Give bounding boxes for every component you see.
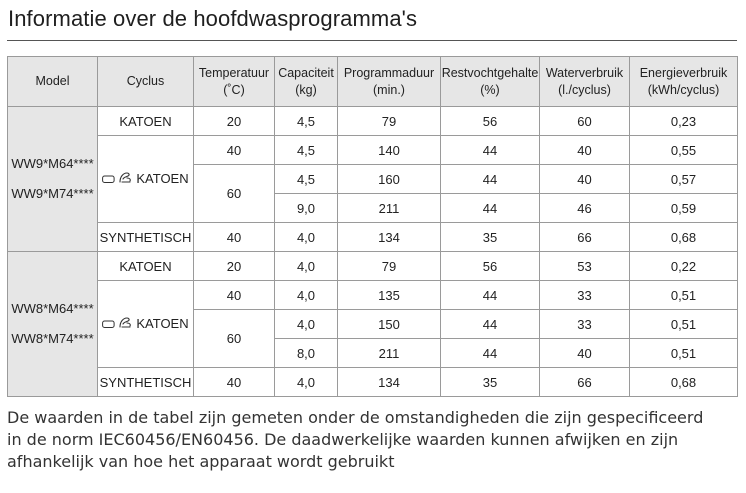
footnote-line: De waarden in de tabel zijn gemeten onder de omstandigheden die zijn gespecificeerd — [7, 408, 704, 427]
temp-cell: 40 — [194, 281, 275, 310]
energy-cell: 0,51 — [630, 281, 738, 310]
duration-cell: 160 — [338, 165, 441, 194]
cap-cell: 4,0 — [275, 223, 338, 252]
rest-cell: 44 — [441, 281, 540, 310]
rest-cell: 44 — [441, 310, 540, 339]
water-cell: 33 — [540, 310, 630, 339]
temp-cell: 60 — [194, 310, 275, 368]
water-cell: 46 — [540, 194, 630, 223]
duration-cell: 134 — [338, 223, 441, 252]
cycle-eco-katoen: KATOEN — [98, 281, 194, 368]
rest-cell: 44 — [441, 136, 540, 165]
eco-hand-icon — [118, 316, 133, 332]
duration-cell: 211 — [338, 339, 441, 368]
duration-cell: 140 — [338, 136, 441, 165]
footnote — [7, 407, 739, 473]
page-title: Informatie over de hoofdwasprogramma's — [8, 6, 418, 31]
temp-cell: 20 — [194, 107, 275, 136]
table-row — [8, 281, 738, 310]
table-row — [8, 136, 738, 165]
header-waterverbruik: Waterverbruik (l./cyclus) — [540, 57, 630, 107]
cap-cell: 4,0 — [275, 281, 338, 310]
cap-cell: 9,0 — [275, 194, 338, 223]
energy-cell: 0,22 — [630, 252, 738, 281]
footnote-line: afhankelijk van hoe het apparaat wordt gebruikt — [7, 452, 395, 471]
duration-cell: 79 — [338, 107, 441, 136]
water-cell: 40 — [540, 339, 630, 368]
rest-cell: 35 — [441, 368, 540, 397]
duration-cell: 134 — [338, 368, 441, 397]
water-cell: 60 — [540, 107, 630, 136]
energy-cell: 0,51 — [630, 310, 738, 339]
footnote-line: in de norm IEC60456/EN60456. De daadwerkelijke waarden kunnen afwijken en zijn — [7, 430, 679, 449]
cap-cell: 4,5 — [275, 165, 338, 194]
temp-cell: 40 — [194, 223, 275, 252]
eco-hand-icon — [118, 171, 133, 187]
temp-cell: 40 — [194, 136, 275, 165]
cycle-synthetisch: SYNTHETISCH — [98, 223, 194, 252]
cap-cell: 8,0 — [275, 339, 338, 368]
eco-tray-icon — [102, 317, 115, 332]
table-row — [8, 368, 738, 397]
header-cyclus: Cyclus — [98, 57, 194, 107]
header-restvochtgehalte: Restvochtgehalte (%) — [441, 57, 540, 107]
energy-cell: 0,51 — [630, 339, 738, 368]
water-cell: 53 — [540, 252, 630, 281]
temp-cell: 20 — [194, 252, 275, 281]
cap-cell: 4,5 — [275, 107, 338, 136]
temp-cell: 60 — [194, 165, 275, 223]
cycle-katoen: KATOEN — [98, 107, 194, 136]
energy-cell: 0,23 — [630, 107, 738, 136]
rest-cell: 44 — [441, 194, 540, 223]
energy-cell: 0,57 — [630, 165, 738, 194]
model-cell: WW9*M64**** WW9*M74**** — [8, 107, 98, 252]
duration-cell: 150 — [338, 310, 441, 339]
energy-cell: 0,59 — [630, 194, 738, 223]
model-cell: WW8*M64**** WW8*M74**** — [8, 252, 98, 397]
programs-table — [7, 56, 738, 397]
temp-cell: 40 — [194, 368, 275, 397]
water-cell: 40 — [540, 165, 630, 194]
header-temperatuur: Temperatuur (˚C) — [194, 57, 275, 107]
header-energieverbruik: Energieverbruik (kWh/cyclus) — [630, 57, 738, 107]
cycle-eco-katoen: KATOEN — [98, 136, 194, 223]
table-row — [8, 223, 738, 252]
cap-cell: 4,0 — [275, 368, 338, 397]
energy-cell: 0,68 — [630, 368, 738, 397]
table-row — [8, 107, 738, 136]
header-capaciteit: Capaciteit (kg) — [275, 57, 338, 107]
cap-cell: 4,0 — [275, 310, 338, 339]
water-cell: 66 — [540, 223, 630, 252]
cap-cell: 4,0 — [275, 252, 338, 281]
header-model: Model — [8, 57, 98, 107]
water-cell: 33 — [540, 281, 630, 310]
rest-cell: 44 — [441, 165, 540, 194]
cycle-synthetisch: SYNTHETISCH — [98, 368, 194, 397]
water-cell: 40 — [540, 136, 630, 165]
eco-tray-icon — [102, 172, 115, 187]
rest-cell: 56 — [441, 252, 540, 281]
rest-cell: 35 — [441, 223, 540, 252]
cap-cell: 4,5 — [275, 136, 338, 165]
energy-cell: 0,68 — [630, 223, 738, 252]
cycle-katoen: KATOEN — [98, 252, 194, 281]
header-row — [8, 57, 738, 107]
header-programmaduur: Programmaduur (min.) — [338, 57, 441, 107]
rest-cell: 56 — [441, 107, 540, 136]
title-divider — [7, 40, 737, 41]
table-row — [8, 252, 738, 281]
rest-cell: 44 — [441, 339, 540, 368]
energy-cell: 0,55 — [630, 136, 738, 165]
duration-cell: 211 — [338, 194, 441, 223]
water-cell: 66 — [540, 368, 630, 397]
duration-cell: 135 — [338, 281, 441, 310]
duration-cell: 79 — [338, 252, 441, 281]
